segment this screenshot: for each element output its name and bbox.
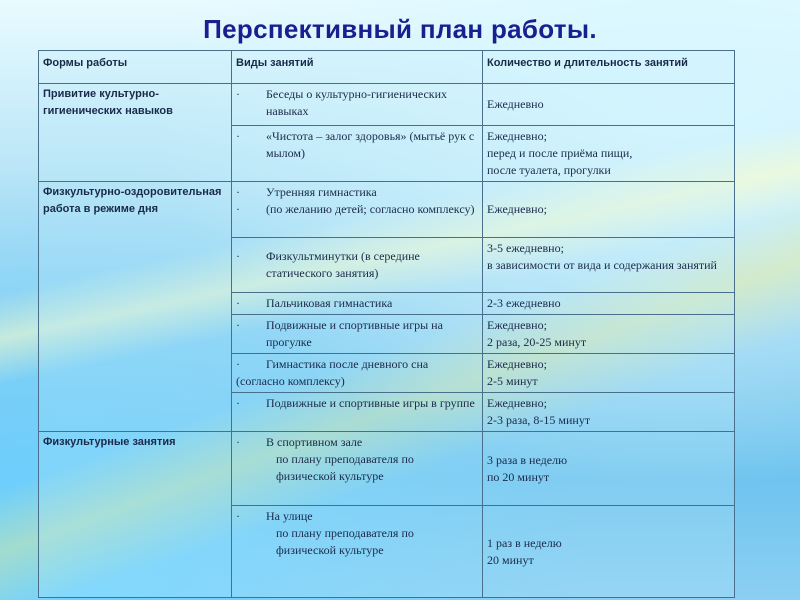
activity-cell: · Пальчиковая гимнастика: [232, 293, 483, 315]
activity-cell: · На улице по плану преподавателя по физической культуре: [232, 506, 483, 598]
header-forms: Формы работы: [39, 51, 232, 84]
header-quantity: Количество и длительность занятий: [483, 51, 735, 84]
bullet-icon: ·: [236, 396, 240, 410]
quantity-cell: Ежедневно;: [483, 182, 735, 238]
quantity-cell: Ежедневно: [483, 84, 735, 126]
quantity-cell: 3 раза в неделю по 20 минут: [483, 432, 735, 506]
activity-cell: · В спортивном зале по плану преподавателя по физической культуре: [232, 432, 483, 506]
quantity-cell: 3-5 ежедневно; в зависимости от вида и содержания занятий: [483, 238, 735, 293]
bullet-icon: ·: [236, 509, 240, 523]
quantity-cell: 1 раз в неделю 20 минут: [483, 506, 735, 598]
page-title: Перспективный план работы.: [203, 14, 597, 44]
bullet-icon: ·: [236, 318, 240, 332]
quantity-cell: 2-3 ежедневно: [483, 293, 735, 315]
activity-cell: · Подвижные и спортивные игры на прогулке: [232, 315, 483, 354]
table-row: [39, 432, 735, 506]
form-cell: Физкультурные занятия: [39, 432, 232, 598]
form-cell: Физкультурно-оздоровительная работа в режиме дня: [39, 182, 232, 432]
quantity-cell: Ежедневно; 2-3 раза, 8-15 минут: [483, 393, 735, 432]
quantity-cell: Ежедневно; перед и после приёма пищи, после туалета, прогулки: [483, 126, 735, 182]
quantity-cell: Ежедневно; 2-5 минут: [483, 354, 735, 393]
bullet-icon: ·: [236, 435, 240, 449]
bullet-icon: ·: [236, 357, 240, 371]
table-row: [39, 182, 735, 238]
quantity-cell: Ежедневно; 2 раза, 20-25 минут: [483, 315, 735, 354]
header-row: [39, 51, 735, 84]
activity-cell: · Подвижные и спортивные игры в группе: [232, 393, 483, 432]
activity-cell: · Утренняя гимнастика · (по желанию детей; согласно комплексу): [232, 182, 483, 238]
activity-cell: · «Чистота – залог здоровья» (мытьё рук с мылом): [232, 126, 483, 182]
activity-cell: · Физкультминутки (в середине статического занятия): [232, 238, 483, 293]
work-plan-table: [38, 50, 735, 598]
activity-cell: · Гимнастика после дневного сна (согласно комплексу): [232, 354, 483, 393]
bullet-icon: ·: [236, 87, 240, 101]
bullet-icon: ·: [236, 185, 240, 199]
bullet-icon: ·: [236, 202, 240, 216]
table-row: [39, 84, 735, 126]
form-cell: Привитие культурно-гигиенических навыков: [39, 84, 232, 182]
bullet-icon: ·: [236, 296, 240, 310]
activity-cell: · Беседы о культурно-гигиенических навыках: [232, 84, 483, 126]
bullet-icon: ·: [236, 129, 240, 143]
header-activities: Виды занятий: [232, 51, 483, 84]
bullet-icon: ·: [236, 249, 240, 263]
